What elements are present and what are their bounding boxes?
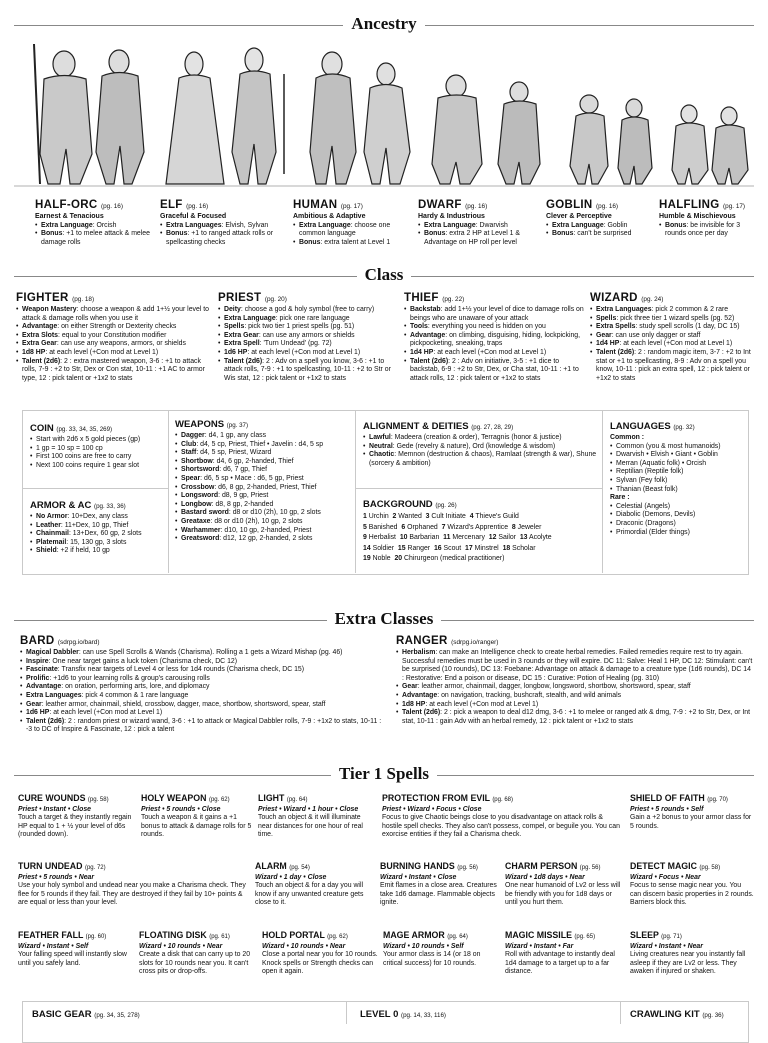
armor-page: (pg. 33, 36)	[94, 503, 126, 510]
spell-page: (pg. 61)	[209, 934, 230, 940]
divider	[346, 1002, 347, 1024]
bard-bullet: • Prolific: +1d6 to your learning rolls & group's carousing rolls	[20, 675, 388, 684]
weapon-item: • Bastard sword: d8 or d10 (2h), 10 gp, 2 slots	[175, 509, 353, 518]
language-item: • Dwarvish • Elvish • Giant • Goblin	[610, 451, 746, 460]
ancestry-page: (pg. 17)	[723, 203, 746, 210]
spell-card	[255, 861, 373, 908]
spell-meta: Wizard • 10 rounds • Near	[139, 943, 223, 950]
spell-text: Touch a weapon & it gains a +1 bonus to attack & damage rolls for 5 rounds.	[141, 814, 252, 839]
class-bullet: • Extra Language: pick one rare language	[218, 315, 398, 324]
ancestry-name: HALFLING	[659, 199, 720, 211]
background-title: BACKGROUND	[363, 499, 433, 510]
class-page: (pg. 18)	[72, 296, 95, 303]
ranger-bullet: • 1d8 HP: at each level (+Con mod at Level 1)	[396, 701, 754, 710]
spell-text: Gain a +2 bonus to your armor class for 5 rounds.	[630, 814, 752, 830]
spell-meta: Priest • 5 rounds • Near	[18, 874, 95, 881]
armor-box	[30, 500, 164, 556]
ranger-bullet: • Gear: leather armor, chainmail, dagger, longbow, longsword, shortbow, shortsword, spear, staff	[396, 683, 754, 692]
coin-title: COIN	[30, 423, 54, 434]
spell-meta: Priest • Wizard • Focus • Close	[382, 806, 482, 813]
weapon-item: • Greataxe: d8 or d10 (2h), 10 gp, 2 slots	[175, 518, 353, 527]
spell-card	[18, 930, 134, 968]
ranger-bullet: • Talent (2d6): 2 : pick a weapon to deal d12 dmg, 3-6 : +1 to melee or ranged atk & dmg, 7-9 : +2 to Str, Dex, or Int stat, 10-11 : gain Adv with an herbal remedy, 12 : pick talent or +1x2 to stats	[396, 709, 754, 726]
halfling-figures	[672, 105, 748, 184]
class-bullet: • Talent (2d6): 2 : Adv on a spell you know, 3-6 : +1 to attack rolls, 7-9 : +1 to spellcasting, 10-11 : +2 to Str or Wis stat, 12 : pick talent or +1x2 to stats	[218, 358, 398, 384]
class-name: THIEF	[404, 292, 439, 304]
spell-page: (pg. 71)	[661, 934, 682, 940]
ancestry-bullet: • Extra Languages: Elvish, Sylvan	[160, 222, 285, 231]
ancestry-bullet: • Bonus: +1 to ranged attack rolls or spellcasting checks	[160, 230, 285, 247]
spell-meta: Wizard • Instant • Far	[505, 943, 574, 950]
language-item: • Thanian (Beast folk)	[610, 486, 746, 495]
ancestry-human	[293, 199, 411, 247]
coin-item: • First 100 coins are free to carry	[30, 453, 164, 462]
languages-box	[610, 421, 746, 537]
spell-text: Emit flames in a close area. Creatures take 1d6 damage. Flammable objects ignite.	[380, 882, 497, 907]
spell-meta: Priest • 5 rounds • Self	[630, 806, 704, 813]
spell-page: (pg. 56)	[457, 865, 478, 871]
class-bullet: • 1d8 HP: at each level (+Con mod at Level 1)	[16, 349, 212, 358]
level0-box	[360, 1009, 610, 1022]
divider	[23, 488, 168, 489]
spell-name: ALARM	[255, 861, 287, 871]
ancestry-name: ELF	[160, 199, 183, 211]
spell-card	[258, 793, 376, 840]
ancestry-name: DWARF	[418, 199, 462, 211]
ancestry-name: GOBLIN	[546, 199, 593, 211]
spells-header	[0, 764, 768, 786]
ancestry-bullet: • Bonus: +1 to melee attack & melee damage rolls	[35, 230, 153, 247]
class-bullet: • Tools: everything you need is hidden on you	[404, 323, 584, 332]
spell-page: (pg. 64)	[286, 797, 308, 803]
spell-card	[141, 793, 253, 840]
class-bullet: • Extra Spell: 'Turn Undead' (pg. 72)	[218, 340, 398, 349]
spell-meta: Wizard • 10 rounds • Self	[383, 943, 464, 950]
ancestry-tagline: Hardy & Industrious	[418, 213, 485, 220]
spell-meta: Wizard • Focus • Near	[630, 874, 701, 881]
bard-bullet: • Gear: leather armor, chainmail, shield, crossbow, dagger, mace, shortbow, shortsword, spear, staff	[20, 701, 388, 710]
spell-name: SHIELD OF FAITH	[630, 793, 705, 803]
crawling-kit-page: (pg. 36)	[702, 1012, 724, 1019]
ancestry-bullet: • Bonus: extra 2 HP at Level 1 & Advantage on HP roll per level	[418, 230, 538, 247]
class-bullet: • Extra Languages: pick 2 common & 2 rare	[590, 306, 756, 315]
bard-bullet: • Extra Languages: pick 4 common & 1 rare language	[20, 692, 388, 701]
spell-card	[380, 861, 498, 908]
spell-name: HOLY WEAPON	[141, 793, 207, 803]
spell-page: (pg. 58)	[87, 797, 109, 803]
ancestry-header	[0, 14, 768, 36]
class-bullet: • Spells: pick two tier 1 priest spells (pg. 51)	[218, 323, 398, 332]
class-header	[0, 265, 768, 287]
armor-item: • Leather: 11+Dex, 10 gp, Thief	[30, 522, 164, 531]
spell-page: (pg. 62)	[327, 934, 348, 940]
spell-name: MAGIC MISSILE	[505, 930, 572, 940]
spell-text: Your falling speed will instantly slow until you safely land.	[18, 951, 127, 967]
spell-page: (pg. 68)	[492, 797, 513, 803]
class-bullet: • Extra Spells: study spell scrolls (1 day, DC 15)	[590, 323, 756, 332]
spell-card	[262, 930, 378, 977]
spell-name: FLOATING DISK	[139, 930, 207, 940]
spell-meta: Wizard • Instant • Self	[18, 943, 89, 950]
language-item: • Diabolic (Demons, Devils)	[610, 511, 746, 520]
class-bullet: • Extra Gear: can use any armors or shields	[218, 332, 398, 341]
languages-title: LANGUAGES	[610, 421, 671, 432]
dwarf-figures	[432, 75, 540, 184]
crawling-kit-title: CRAWLING KIT	[630, 1009, 700, 1020]
language-item: • Merran (Aquatic folk) • Orcish	[610, 460, 746, 469]
alignment-item: • Chaotic: Memnon (destruction & chaos), Ramlaat (strength & war), Shune (sorcery & ambition)	[363, 451, 599, 468]
spell-meta: Wizard • 10 rounds • Near	[262, 943, 346, 950]
ancestry-name: HUMAN	[293, 199, 338, 211]
spell-name: SLEEP	[630, 930, 659, 940]
ancestry-page: (pg. 16)	[465, 203, 488, 210]
spell-name: LIGHT	[258, 793, 285, 803]
class-bullet: • Advantage: on either Strength or Dexterity checks	[16, 323, 212, 332]
spell-name: DETECT MAGIC	[630, 861, 697, 871]
weapon-item: • Greatsword: d12, 12 gp, 2-handed, 2 slots	[175, 535, 353, 544]
weapon-item: • Longbow: d8, 8 gp, 2-handed	[175, 501, 353, 510]
weapon-item: • Shortbow: d4, 6 gp, 2-handed, Thief	[175, 458, 353, 467]
spell-page: (pg. 72)	[84, 865, 106, 871]
coin-page: (pg. 33, 34, 35, 269)	[56, 426, 113, 433]
spell-name: MAGE ARMOR	[383, 930, 445, 940]
bard-bullet: • Talent (2d6): 2 : random priest or wizard wand, 3-6 : +1 to attack or Magical Dabbler rolls, 7-9 : +1x2 to stats, 10-11 : -3 to DC of Inspire & Fascinate, 12 : pick a talent	[20, 718, 388, 735]
spell-text: Living creatures near you instantly fall asleep if they are Lv2 or less. They awaken if injured or shaken.	[630, 951, 746, 976]
ranger-name: RANGER	[396, 635, 448, 647]
languages-page: (pg. 32)	[673, 424, 695, 431]
ranger-bullet: • Herbalism: can make an Intelligence check to create herbal remedies. Failed remedies require rest to try again. Successful remedies must be used in 3 rounds or they will expire. DC 11: Salve: Heal 1 HP, DC 12: Stimulant: can't be surprised (10 rounds), DC 13: Foebane: Advantage on attack & damage to a creature type (1d6 rounds), DC 14 : Restorative: End a poison or disease, DC 15 : Curative: Potion of Healing (pg. 310)	[396, 649, 754, 683]
language-item: • Celestial (Angels)	[610, 503, 746, 512]
divider	[355, 411, 356, 573]
armor-item: • No Armor: 10+Dex, any class	[30, 513, 164, 522]
divider	[356, 488, 602, 489]
spell-card	[505, 930, 623, 977]
class-bullet: • 1d4 HP: at each level (+Con mod at Level 1)	[404, 349, 584, 358]
armor-item: • Chainmail: 13+Dex, 60 gp, 2 slots	[30, 530, 164, 539]
spell-name: PROTECTION FROM EVIL	[382, 793, 490, 803]
ancestry-page: (pg. 16)	[100, 203, 123, 210]
ancestry-elf	[160, 199, 285, 247]
spell-page: (pg. 70)	[707, 797, 728, 803]
spell-page: (pg. 54)	[289, 865, 310, 871]
class-bullet: • Extra Slots: equal to your Constitution modifier	[16, 332, 212, 341]
spell-name: FEATHER FALL	[18, 930, 84, 940]
alignment-item: • Neutral: Gede (revelry & nature), Ord (knowledge & wisdom)	[363, 443, 599, 452]
extra-classes-header	[0, 609, 768, 631]
ancestry-dwarf	[418, 199, 538, 247]
spell-name: BURNING HANDS	[380, 861, 455, 871]
background-row: 14 Soldier 15 Ranger 16 Scout 17 Minstrel 18 Scholar	[363, 544, 536, 552]
spell-card	[382, 793, 620, 840]
ranger-bullet: • Advantage: on navigation, tracking, bushcraft, stealth, and wild animals	[396, 692, 754, 701]
weapon-item: • Staff: d4, 5 sp, Priest, Wizard	[175, 449, 353, 458]
coin-item: • Start with 2d6 x 5 gold pieces (gp)	[30, 436, 164, 445]
ancestry-bullet: • Extra Language: choose one common language	[293, 222, 411, 239]
ancestry-tagline: Humble & Mischievous	[659, 213, 736, 220]
spell-meta: Wizard • 1d8 days • Near	[505, 874, 585, 881]
spell-text: Focus to sense magic near you. You can discern basic properties in 2 rounds. Barriers block this.	[630, 882, 754, 907]
ancestry-page: (pg. 16)	[596, 203, 619, 210]
spell-page: (pg. 64)	[447, 934, 468, 940]
alignment-page: (pg. 27, 28, 29)	[471, 424, 514, 431]
language-item: • Primordial (Elder things)	[610, 529, 746, 538]
bard-bullet: • Inspire: One near target gains a luck token (Charisma check, DC 12)	[20, 658, 388, 667]
spell-meta: Wizard • 1 day • Close	[255, 874, 327, 881]
class-bullet: • Gear: can use only dagger or staff	[590, 332, 756, 341]
divider	[168, 411, 169, 573]
spell-text: Your armor class is 14 (or 18 on critical success) for 10 rounds.	[383, 951, 481, 967]
class-bullet: • Weapon Mastery: choose a weapon & add 1+½ your level to attack & damage rolls when you use it	[16, 306, 212, 323]
ranger-page: (sdrpg.io/ranger)	[451, 639, 499, 646]
weapons-title: WEAPONS	[175, 419, 225, 430]
ancestry-tagline: Graceful & Focused	[160, 213, 227, 220]
spell-text: Close a portal near you for 10 rounds. Knock spells or Strength checks can open it again.	[262, 951, 378, 976]
level0-title: LEVEL 0	[360, 1009, 399, 1020]
weapon-item: • Warhammer: d10, 10 gp, 2-handed, Priest	[175, 527, 353, 536]
goblin-figures	[570, 95, 652, 184]
bard-name: BARD	[20, 635, 55, 647]
armor-item: • Platemail: 15, 130 gp, 3 slots	[30, 539, 164, 548]
class-bullet: • Extra Gear: can use any weapons, armors, or shields	[16, 340, 212, 349]
spell-meta: Priest • Wizard • 1 hour • Close	[258, 806, 359, 813]
language-item: • Reptilian (Reptile folk)	[610, 468, 746, 477]
class-bullet: • Advantage: on climbing, disguising, hiding, lockpicking, pickpocketing, sneaking, traps	[404, 332, 584, 349]
ancestry-bullet: • Bonus: can't be surprised	[546, 230, 652, 239]
class-thief	[404, 292, 584, 383]
ancestry-goblin	[546, 199, 652, 239]
class-page: (pg. 20)	[264, 296, 287, 303]
background-table	[363, 512, 599, 565]
spell-text: Roll with advantage to instantly deal 1d4 damage to a target up to a far distance.	[505, 951, 615, 976]
language-item: • Draconic (Dragons)	[610, 520, 746, 529]
alignment-title: ALIGNMENT & DEITIES	[363, 421, 469, 432]
class-page: (pg. 22)	[442, 296, 465, 303]
spell-text: Touch an object & for a day you will know if any unwanted creature gets close to it.	[255, 882, 364, 907]
spell-meta: Priest • Instant • Close	[18, 806, 91, 813]
half-orc-figures	[34, 44, 144, 184]
languages-common-label: Common :	[610, 434, 645, 441]
class-bullet: • 1d6 HP: at each level (+Con mod at Level 1)	[218, 349, 398, 358]
language-item: • Common (you & most humanoids)	[610, 443, 746, 452]
crawling-kit-box	[630, 1009, 750, 1022]
spell-page: (pg. 58)	[699, 865, 721, 871]
spell-card	[505, 861, 623, 908]
spells-title: Tier 1 Spells	[331, 764, 437, 783]
weapon-item: • Dagger: d4, 1 gp, any class	[175, 432, 353, 441]
basic-gear-page: (pg. 34, 35, 278)	[94, 1012, 140, 1019]
spell-meta: Priest • 5 rounds • Close	[141, 806, 221, 813]
background-row: 19 Noble 20 Chirurgeon (medical practitioner)	[363, 555, 505, 562]
spell-text: Use your holy symbol and undead near you make a Charisma check. They flee for 5 rounds if they fail. They are destroyed if they fail by 10+ points & are equal or less than your level.	[18, 882, 246, 907]
class-wizard	[590, 292, 756, 383]
ancestry-bullet: • Bonus: be invisible for 3 rounds once per day	[659, 222, 759, 239]
elf-figures	[166, 48, 284, 184]
class-page: (pg. 24)	[641, 296, 664, 303]
background-row: 1 Urchin 2 Wanted 3 Cult Initiate 4 Thieve's Guild	[363, 513, 519, 520]
spell-card	[630, 793, 754, 831]
ancestry-half-orc	[35, 199, 153, 247]
spell-page: (pg. 65)	[574, 934, 596, 940]
spell-text: One near humanoid of Lv2 or less will be friendly with you for 1d8 days or until you hurt them.	[505, 882, 621, 907]
weapon-item: • Spear: d6, 5 sp • Mace : d6, 5 gp, Priest	[175, 475, 353, 484]
ancestry-page: (pg. 16)	[186, 203, 209, 210]
spell-page: (pg. 60)	[85, 934, 107, 940]
extra-classes-title: Extra Classes	[327, 609, 442, 628]
divider	[620, 1002, 621, 1024]
level0-page: (pg. 14, 33, 116)	[401, 1012, 446, 1019]
ancestry-tagline: Earnest & Tenacious	[35, 213, 104, 220]
spell-card	[18, 793, 136, 840]
ancestry-halfling	[659, 199, 759, 239]
class-bullet: • Talent (2d6): 2 : random magic item, 3-7 : +2 to Int stat or +1 to spellcasting, 8-9 : Adv on a spell you know, 10-11 : pick an extra spell, 12 : pick talent or +1x2 to stats	[590, 349, 756, 383]
class-bullet: • 1d4 HP: at each level (+Con mod at Level 1)	[590, 340, 756, 349]
armor-title: ARMOR & AC	[30, 500, 92, 511]
class-bullet: • Talent (2d6): 2 : Adv on initiative, 3-5 : +1 dice to backstab, 6-9 : +2 to Str, Dex, or Cha stat, 10-11 : +1 to attack rolls, 12 : pick talent or +1x2 to stats	[404, 358, 584, 384]
ancestry-bullet: • Extra Language: Orcish	[35, 222, 153, 231]
spell-meta: Wizard • Instant • Near	[630, 943, 703, 950]
weapons-box	[175, 419, 353, 544]
spell-page: (pg. 56)	[579, 865, 601, 871]
spell-page: (pg. 62)	[208, 797, 230, 803]
class-name: WIZARD	[590, 292, 638, 304]
bard-bullet: • Advantage: on oration, performing arts, lore, and diplomacy	[20, 683, 388, 692]
bard-bullet: • Fascinate: Transfix near targets of Level 4 or less for 1d4 rounds (Charisma check, DC 15)	[20, 666, 388, 675]
alignment-item: • Lawful: Madeera (creation & order), Terragnis (honor & justice)	[363, 434, 599, 443]
ancestry-name: HALF-ORC	[35, 199, 98, 211]
spell-text: Touch an object & it will illuminate near distances for one hour of real time.	[258, 814, 363, 839]
bard-bullet: • 1d6 HP: at each level (+Con mod at Level 1)	[20, 709, 388, 718]
spell-card	[383, 930, 499, 968]
background-row: 5 Banished 6 Orphaned 7 Wizard's Apprentice 8 Jeweler	[363, 523, 542, 531]
spell-name: CURE WOUNDS	[18, 793, 86, 803]
spell-card	[139, 930, 255, 977]
coin-item: • Next 100 coins require 1 gear slot	[30, 462, 164, 471]
ancestry-title: Ancestry	[343, 14, 424, 33]
spell-name: HOLD PORTAL	[262, 930, 325, 940]
ancestry-bullet: • Bonus: extra talent at Level 1	[293, 239, 411, 248]
spell-name: TURN UNDEAD	[18, 861, 83, 871]
bard-page: (sdrpg.io/bard)	[57, 639, 100, 646]
class-name: FIGHTER	[16, 292, 69, 304]
spell-text: Focus to give Chaotic beings close to you disadvantage on attack rolls & hostile spell checks. They also can't possess, compel, or beguile you. You can exorcise entities if they fail a Charisma check.	[382, 814, 620, 839]
weapon-item: • Crossbow: d6, 8 gp, 2-handed, Priest, Thief	[175, 484, 353, 493]
bard-bullet: • Magical Dabbler: can use Spell Scrolls & Wands (Charisma). Rolling a 1 gets a Wizard Mishap (pg. 46)	[20, 649, 388, 658]
divider	[602, 411, 603, 573]
ancestry-bullet: • Extra Language: Goblin	[546, 222, 652, 231]
class-bullet: • Spells: pick three tier 1 wizard spells (pg. 52)	[590, 315, 756, 324]
basic-gear-box	[32, 1009, 332, 1022]
weapons-page: (pg. 37)	[226, 422, 249, 429]
weapon-item: • Club: d4, 5 cp, Priest, Thief • Javelin : d4, 5 sp	[175, 441, 353, 450]
class-bard	[20, 635, 388, 735]
spell-text: Create a disk that can carry up to 20 slots for 10 rounds near you. It can't cross pits or drop-offs.	[139, 951, 251, 976]
spell-meta: Wizard • Instant • Close	[380, 874, 457, 881]
ancestry-tagline: Clever & Perceptive	[546, 213, 612, 220]
class-title: Class	[357, 265, 412, 284]
basic-gear-title: BASIC GEAR	[32, 1009, 92, 1020]
weapon-item: • Longsword: d8, 9 gp, Priest	[175, 492, 353, 501]
coin-item: • 1 gp = 10 sp = 100 cp	[30, 445, 164, 454]
class-bullet: • Backstab: add 1+½ your level of dice to damage rolls on beings who are unaware of your attack	[404, 306, 584, 323]
spell-card	[630, 861, 754, 908]
ancestry-bullet: • Extra Language: Dwarvish	[418, 222, 538, 231]
class-bullet: • Deity: choose a god & holy symbol (free to carry)	[218, 306, 398, 315]
armor-item: • Shield: +2 if held, 10 gp	[30, 547, 164, 556]
class-fighter	[16, 292, 212, 383]
alignment-box	[363, 421, 599, 468]
human-figures	[310, 52, 410, 184]
coin-box	[30, 423, 164, 470]
spell-card	[630, 930, 754, 977]
background-row: 9 Herbalist 10 Barbarian 11 Mercenary 12 Sailor 13 Acolyte	[363, 534, 552, 541]
class-priest	[218, 292, 398, 383]
class-bullet: • Talent (2d6): 2 : extra mastered weapon, 3-6 : +1 to attack rolls, 7-9 : +2 to Str, Dex or Con stat, 10-11 : +1 AC to armor type, 12 : pick talent or +1x2 to stats	[16, 358, 212, 384]
ancestry-illustration	[14, 34, 754, 196]
class-name: PRIEST	[218, 292, 262, 304]
spell-card	[18, 861, 250, 908]
spell-name: CHARM PERSON	[505, 861, 578, 871]
footer-panel	[22, 1001, 749, 1043]
class-ranger	[396, 635, 754, 726]
ancestry-tagline: Ambitious & Adaptive	[293, 213, 366, 220]
weapon-item: • Shortsword: d6, 7 gp, Thief	[175, 466, 353, 475]
ancestry-page: (pg. 17)	[340, 203, 363, 210]
spell-text: Touch a target & they instantly regain HP equal to 1 + ½ your level of d6s (rounded down).	[18, 814, 132, 839]
background-page: (pg. 26)	[435, 502, 457, 509]
language-item: • Sylvan (Fey folk)	[610, 477, 746, 486]
background-box	[363, 499, 599, 565]
languages-rare-label: Rare :	[610, 494, 630, 502]
